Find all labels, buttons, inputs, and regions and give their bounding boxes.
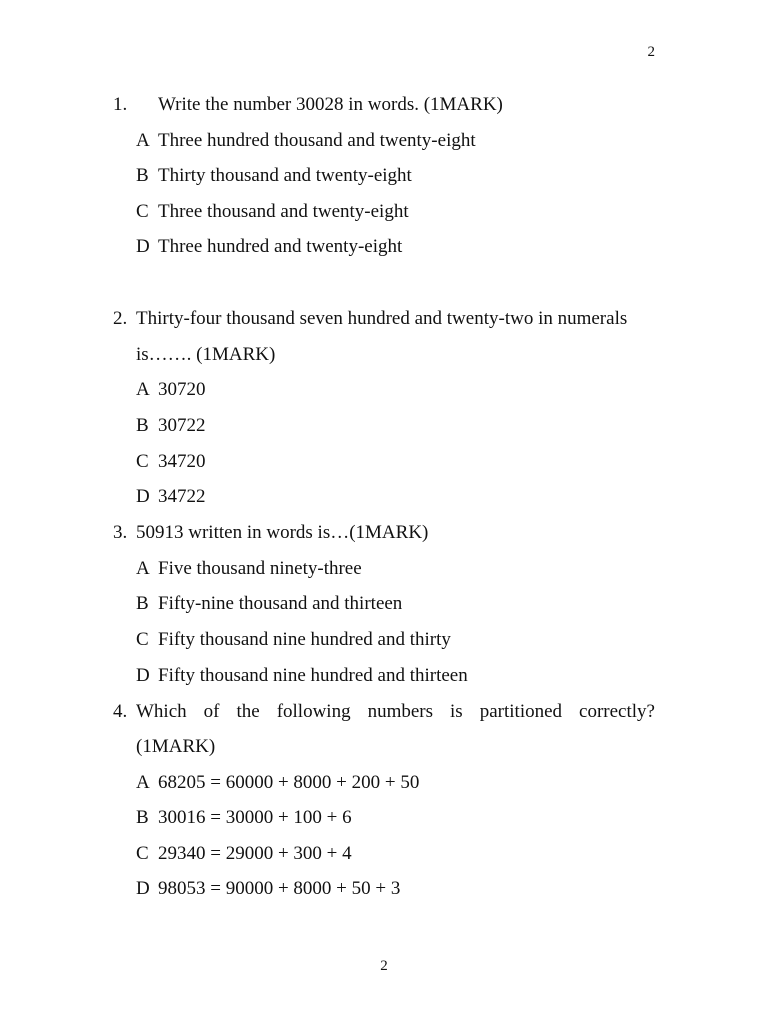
question-text-line-1 (136, 700, 655, 724)
option-letter: C (136, 843, 149, 864)
question-number: 3. (113, 522, 128, 543)
question-word: following (276, 701, 351, 722)
option-text: Three hundred thousand and twenty-eight (158, 130, 476, 151)
option-letter: A (136, 130, 150, 151)
option-text: Fifty thousand nine hundred and thirty (158, 629, 451, 650)
option-letter: D (136, 665, 150, 686)
option-text: 30720 (158, 379, 206, 400)
option-text: 29340 = 29000 + 300 + 4 (158, 843, 352, 864)
option-letter: A (136, 379, 150, 400)
question-word: Which (136, 701, 187, 722)
option-letter: A (136, 772, 150, 793)
option-text: Fifty-nine thousand and thirteen (158, 593, 403, 614)
option-letter: B (136, 593, 149, 614)
option-text: 30016 = 30000 + 100 + 6 (158, 807, 352, 828)
option-letter: B (136, 165, 149, 186)
question-word: is (450, 701, 463, 722)
option-text: Three hundred and twenty-eight (158, 236, 403, 257)
option-letter: A (136, 558, 150, 579)
option-text: 30722 (158, 415, 206, 436)
option-letter: D (136, 878, 150, 899)
option-text: Fifty thousand nine hundred and thirteen (158, 665, 468, 686)
option-letter: C (136, 451, 149, 472)
question-text: 50913 written in words is…(1MARK) (136, 522, 429, 543)
question-word: the (236, 701, 260, 722)
option-text: 68205 = 60000 + 8000 + 200 + 50 (158, 772, 420, 793)
question-word: correctly? (579, 701, 655, 722)
option-letter: B (136, 415, 149, 436)
page-number-bottom: 2 (380, 958, 388, 974)
question-text-line-2: is……. (1MARK) (136, 344, 276, 365)
question-text-line-2: (1MARK) (136, 736, 216, 757)
option-text: Thirty thousand and twenty-eight (158, 165, 412, 186)
option-text: 98053 = 90000 + 8000 + 50 + 3 (158, 878, 401, 899)
option-text: 34722 (158, 486, 206, 507)
question-word: of (203, 701, 220, 722)
question-text: Write the number 30028 in words. (1MARK) (158, 94, 503, 115)
question-word: partitioned (479, 701, 563, 722)
option-letter: C (136, 201, 149, 222)
option-text: Three thousand and twenty-eight (158, 201, 409, 222)
question-number: 1. (113, 94, 128, 115)
question-number: 4. (113, 701, 128, 722)
question-text-line-1: Thirty-four thousand seven hundred and twenty-two in numerals (136, 308, 628, 329)
option-letter: D (136, 486, 150, 507)
question-number: 2. (113, 308, 128, 329)
question-word: numbers (367, 701, 434, 722)
option-letter: C (136, 629, 149, 650)
option-letter: D (136, 236, 150, 257)
page-number-top: 2 (647, 44, 655, 60)
option-letter: B (136, 807, 149, 828)
option-text: Five thousand ninety-three (158, 558, 362, 579)
option-text: 34720 (158, 451, 206, 472)
